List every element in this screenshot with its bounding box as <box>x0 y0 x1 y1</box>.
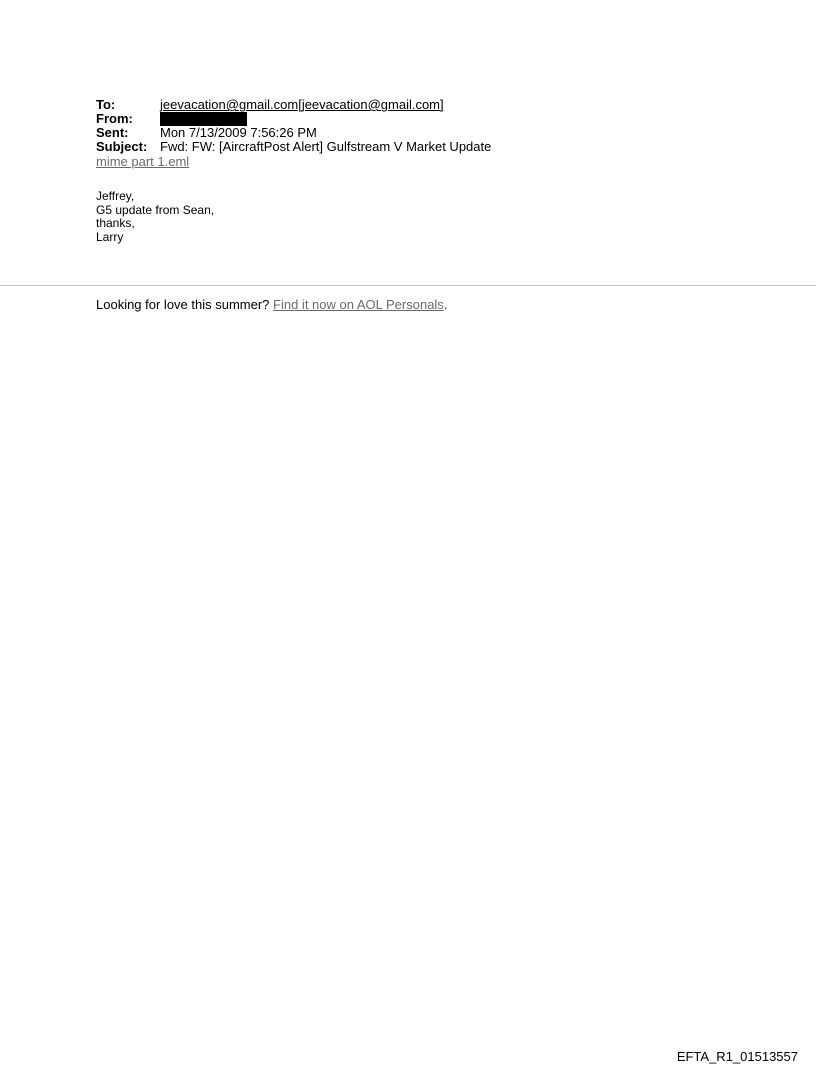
to-label: To: <box>96 97 116 112</box>
subject-label: Subject: <box>96 139 148 154</box>
from-row <box>96 112 491 126</box>
body-line: Jeffrey, <box>96 189 135 203</box>
subject-row <box>96 140 491 154</box>
body-line: thanks, <box>96 216 135 230</box>
footer-ad <box>96 297 447 312</box>
sent-label: Sent: <box>96 125 129 140</box>
subject-value: Fwd: FW: [AircraftPost Alert] Gulfstream V Market Update <box>160 139 492 154</box>
to-value: jeevacation@gmail.com[jeevacation@gmail.com] <box>160 97 444 112</box>
body-line: G5 update from Sean, <box>96 202 215 217</box>
divider <box>0 285 816 286</box>
sent-row <box>96 126 491 140</box>
bates-number: EFTA_R1_01513557 <box>676 1049 798 1064</box>
email-body <box>96 190 214 244</box>
footer-text: Looking for love this summer? <box>96 297 274 312</box>
from-label: From: <box>96 111 133 126</box>
to-row <box>96 98 491 112</box>
body-line: Larry <box>96 229 124 244</box>
footer-suffix: . <box>443 297 448 312</box>
aol-personals-link[interactable]: Find it now on AOL Personals <box>273 297 444 312</box>
attachment-link[interactable]: mime part 1.eml <box>96 154 190 169</box>
from-redaction <box>160 112 247 126</box>
sent-value: Mon 7/13/2009 7:56:26 PM <box>160 125 317 140</box>
email-header <box>96 98 491 169</box>
